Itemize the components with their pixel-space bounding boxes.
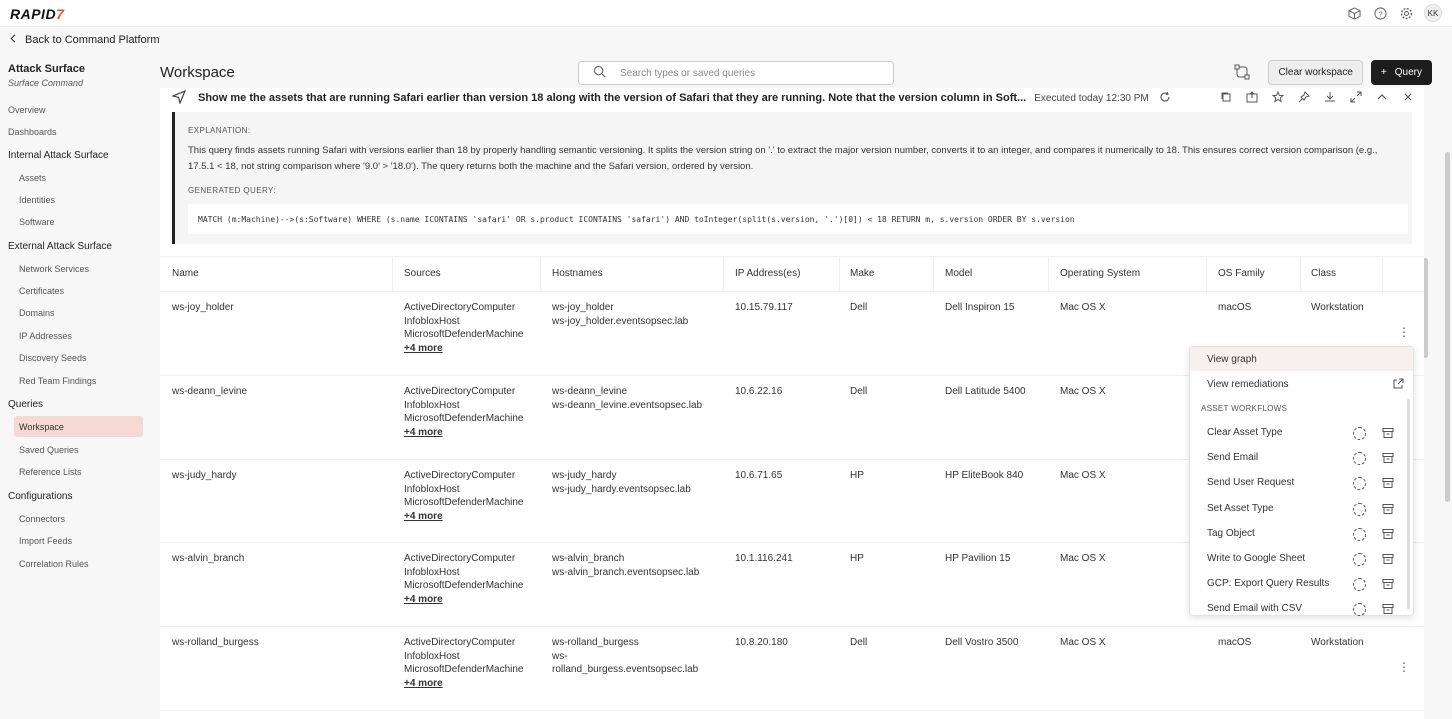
cell-name[interactable]: ws-joy_holder bbox=[172, 302, 234, 313]
cell-model: Dell Latitude 5400 bbox=[945, 386, 1026, 397]
more-sources-link[interactable]: +4 more bbox=[404, 426, 443, 438]
generated-query-heading: GENERATED QUERY: bbox=[188, 186, 276, 195]
rapid7-logo[interactable]: RAPID7 bbox=[10, 6, 65, 22]
sidebar-item-reference-lists[interactable]: Reference Lists bbox=[19, 467, 82, 477]
run-workflow-icon[interactable] bbox=[1353, 553, 1366, 566]
sidebar-section-queries[interactable]: Queries bbox=[8, 399, 44, 410]
archive-icon[interactable] bbox=[1382, 477, 1394, 489]
sidebar-item-certificates[interactable]: Certificates bbox=[19, 286, 65, 296]
sidebar-item-correlation-rules[interactable]: Correlation Rules bbox=[19, 559, 89, 569]
column-header-name[interactable]: Name bbox=[172, 268, 199, 279]
more-sources-link[interactable]: +4 more bbox=[404, 677, 443, 689]
cell-sources: ActiveDirectoryComputer InfobloxHost MicrosoftDefenderMachine +4 more bbox=[404, 470, 524, 522]
sidebar-item-network-services[interactable]: Network Services bbox=[19, 264, 90, 274]
cell-class: Workstation bbox=[1311, 302, 1364, 313]
top-bar bbox=[0, 0, 1452, 27]
cell-model: HP EliteBook 840 bbox=[945, 470, 1024, 481]
cell-hostnames: ws-alvin_branch ws-alvin_branch.eventsopsec.lab bbox=[552, 553, 700, 578]
cell-make: Dell bbox=[850, 386, 868, 397]
cell-os: Mac OS X bbox=[1060, 470, 1106, 481]
cell-hostnames: ws-joy_holder ws-joy_holder.eventsopsec.lab bbox=[552, 302, 689, 327]
avatar[interactable]: KK bbox=[1424, 4, 1442, 22]
search-input[interactable] bbox=[578, 61, 894, 85]
cell-name[interactable]: ws-deann_levine bbox=[172, 386, 248, 397]
more-sources-link[interactable]: +4 more bbox=[404, 510, 443, 522]
sidebar-item-identities[interactable]: Identities bbox=[19, 195, 56, 205]
column-divider[interactable] bbox=[1206, 257, 1207, 293]
sidebar-section-internal[interactable]: Internal Attack Surface bbox=[8, 150, 109, 161]
explanation-text: This query finds assets running Safari with versions earlier than 18 by properly handling semantic versioning. It splits the version string on '.' to extract the major version number, converts it to an integer, and compares it numerically to 18. This ensures correct version comparison (e.g., 17.5.1 < 18, not string comparison where '9.0' > '18.0'). The query returns both the machine and the Safari version, ordered by version. bbox=[188, 145, 1378, 172]
archive-icon[interactable] bbox=[1382, 528, 1394, 540]
back-to-command-platform-link[interactable]: Back to Command Platform bbox=[10, 34, 160, 46]
column-header-make[interactable]: Make bbox=[850, 268, 875, 279]
run-workflow-icon[interactable] bbox=[1353, 528, 1366, 541]
asset-workflows-heading: ASSET WORKFLOWS bbox=[1201, 404, 1288, 413]
cell-ip: 10.6.71.65 bbox=[735, 470, 783, 481]
column-divider[interactable] bbox=[1048, 257, 1049, 293]
cell-sources: ActiveDirectoryComputer InfobloxHost MicrosoftDefenderMachine +4 more bbox=[404, 553, 524, 605]
sidebar-item-connectors[interactable]: Connectors bbox=[19, 514, 66, 524]
archive-icon[interactable] bbox=[1382, 503, 1394, 515]
query-button[interactable]: + Query bbox=[1371, 60, 1432, 85]
download-icon[interactable] bbox=[1322, 89, 1338, 105]
run-workflow-icon[interactable] bbox=[1353, 503, 1366, 516]
sidebar-title: Attack Surface bbox=[8, 63, 86, 75]
sidebar-subtitle: Surface Command bbox=[8, 78, 84, 88]
archive-icon[interactable] bbox=[1382, 427, 1394, 439]
refresh-icon[interactable] bbox=[1159, 91, 1171, 106]
cell-name[interactable]: ws-judy_hardy bbox=[172, 470, 237, 481]
workflow-tag-object[interactable]: Tag Object bbox=[1190, 524, 1402, 546]
cell-os: Mac OS X bbox=[1060, 553, 1106, 564]
archive-icon[interactable] bbox=[1382, 603, 1394, 615]
sidebar-item-domains[interactable]: Domains bbox=[19, 308, 55, 318]
sidebar-item-red-team-findings[interactable]: Red Team Findings bbox=[19, 376, 97, 386]
cell-hostnames: ws-judy_hardy ws-judy_hardy.eventsopsec.lab bbox=[552, 470, 691, 495]
column-header-model[interactable]: Model bbox=[945, 268, 973, 279]
cell-hostnames: ws-deann_levine ws-deann_levine.eventsopsec.lab bbox=[552, 386, 703, 411]
column-divider[interactable] bbox=[723, 257, 724, 293]
view-remediations-menu-item[interactable]: View remediations bbox=[1190, 372, 1413, 396]
workflow-send-email[interactable]: Send Email bbox=[1190, 448, 1402, 470]
workflow-clear-asset-type[interactable]: Clear Asset Type bbox=[1190, 423, 1402, 445]
sidebar-item-import-feeds[interactable]: Import Feeds bbox=[19, 536, 73, 546]
column-divider[interactable] bbox=[1382, 257, 1383, 293]
column-divider[interactable] bbox=[933, 257, 934, 293]
help-icon[interactable] bbox=[1372, 5, 1388, 21]
column-header-os-family[interactable]: OS Family bbox=[1218, 268, 1265, 279]
workflow-set-asset-type[interactable]: Set Asset Type bbox=[1190, 499, 1402, 521]
page-title: Workspace bbox=[160, 64, 235, 81]
external-link-icon bbox=[1392, 378, 1404, 393]
sidebar-item-dashboards[interactable]: Dashboards bbox=[8, 127, 57, 137]
sidebar-item-assets[interactable]: Assets bbox=[19, 173, 47, 183]
workflow-send-user-request[interactable]: Send User Request bbox=[1190, 473, 1402, 495]
star-icon[interactable] bbox=[1270, 89, 1286, 105]
sidebar-item-software[interactable]: Software bbox=[19, 217, 55, 227]
workflow-gcp-export-query-results[interactable]: GCP: Export Query Results bbox=[1190, 574, 1402, 596]
cell-os: Mac OS X bbox=[1060, 637, 1106, 648]
cell-ip: 10.6.22.16 bbox=[735, 386, 783, 397]
query-text: Show me the assets that are running Safari earlier than version 18 along with the version of Safari that they are running. Note that the version column in Soft... bbox=[198, 92, 1027, 104]
cell-make: Dell bbox=[850, 637, 868, 648]
search-icon bbox=[593, 65, 606, 81]
executed-timestamp: Executed today 12:30 PM bbox=[1034, 92, 1149, 104]
more-sources-link[interactable]: +4 more bbox=[404, 593, 443, 605]
view-graph-menu-item[interactable]: View graph bbox=[1190, 347, 1413, 371]
cell-name[interactable]: ws-rolland_burgess bbox=[172, 637, 259, 648]
column-header-sources[interactable]: Sources bbox=[404, 268, 441, 279]
cell-sources: ActiveDirectoryComputer InfobloxHost MicrosoftDefenderMachine +4 more bbox=[404, 302, 524, 354]
archive-icon[interactable] bbox=[1382, 553, 1394, 565]
cell-os: Mac OS X bbox=[1060, 302, 1106, 313]
sidebar-item-ip-addresses[interactable]: IP Addresses bbox=[19, 331, 72, 341]
run-workflow-icon[interactable] bbox=[1353, 578, 1366, 591]
chevron-up-icon[interactable] bbox=[1374, 89, 1390, 105]
cell-hostnames: ws-rolland_burgess ws- rolland_burgess.eventsopsec.lab bbox=[552, 637, 699, 675]
send-icon bbox=[172, 90, 186, 107]
run-workflow-icon[interactable] bbox=[1353, 603, 1366, 616]
cell-ip: 10.8.20.180 bbox=[735, 637, 788, 648]
cell-model: Dell Vostro 3500 bbox=[945, 637, 1019, 648]
sidebar-section-configurations[interactable]: Configurations bbox=[8, 491, 73, 502]
archive-icon[interactable] bbox=[1382, 578, 1394, 590]
row-context-menu bbox=[1189, 346, 1414, 616]
chevron-left-icon bbox=[10, 34, 17, 46]
cube-icon[interactable] bbox=[1346, 5, 1362, 21]
svg-text:?: ? bbox=[1377, 8, 1383, 18]
search-placeholder: Search types or saved queries bbox=[620, 67, 756, 79]
run-workflow-icon[interactable] bbox=[1353, 477, 1366, 490]
column-header-ip[interactable]: IP Address(es) bbox=[735, 268, 801, 279]
cell-name[interactable]: ws-alvin_branch bbox=[172, 553, 245, 564]
column-divider[interactable] bbox=[1300, 257, 1301, 293]
gear-icon[interactable] bbox=[1398, 5, 1414, 21]
column-divider[interactable] bbox=[392, 257, 393, 293]
column-header-os[interactable]: Operating System bbox=[1060, 268, 1141, 279]
archive-icon[interactable] bbox=[1382, 452, 1394, 464]
explanation-box bbox=[172, 112, 1412, 244]
sidebar-item-saved-queries[interactable]: Saved Queries bbox=[19, 445, 79, 455]
more-sources-link[interactable]: +4 more bbox=[404, 342, 443, 354]
cell-ip: 10.15.79.117 bbox=[735, 302, 793, 313]
cell-sources: ActiveDirectoryComputer InfobloxHost MicrosoftDefenderMachine +4 more bbox=[404, 637, 524, 689]
column-header-hostnames[interactable]: Hostnames bbox=[552, 268, 603, 279]
clear-workspace-button[interactable]: Clear workspace bbox=[1268, 60, 1362, 85]
sidebar-section-external[interactable]: External Attack Surface bbox=[8, 241, 112, 252]
run-workflow-icon[interactable] bbox=[1353, 452, 1366, 465]
pin-icon[interactable] bbox=[1296, 89, 1312, 105]
column-header-class[interactable]: Class bbox=[1311, 268, 1337, 279]
plus-icon: + bbox=[1380, 67, 1387, 78]
workflow-write-to-google-sheet[interactable]: Write to Google Sheet bbox=[1190, 549, 1402, 571]
table-header bbox=[160, 256, 1424, 292]
generated-query-code[interactable]: MATCH (m:Machine)-->(s:Software) WHERE (s.name ICONTAINS 'safari' OR s.product ICONTAINS 'safari') AND toInteger(split(s.version, '.')[0]) < 18 RETURN m, s.version ORDER BY s.version bbox=[188, 204, 1408, 234]
row-menu-icon[interactable]: ⋮ bbox=[1398, 660, 1410, 674]
cell-make: Dell bbox=[850, 302, 868, 313]
explanation-heading: EXPLANATION: bbox=[188, 126, 251, 135]
workflow-send-email-with-csv[interactable]: Send Email with CSV bbox=[1190, 599, 1402, 616]
page-scrollbar[interactable] bbox=[1445, 152, 1450, 502]
table-row[interactable] bbox=[160, 627, 1424, 711]
cell-make: HP bbox=[850, 553, 864, 564]
cell-sources: ActiveDirectoryComputer InfobloxHost MicrosoftDefenderMachine +4 more bbox=[404, 386, 524, 438]
cell-class: Workstation bbox=[1311, 637, 1364, 648]
run-workflow-icon[interactable] bbox=[1353, 427, 1366, 440]
copy-icon[interactable] bbox=[1218, 89, 1234, 105]
export-icon[interactable] bbox=[1244, 89, 1260, 105]
cell-os-family: macOS bbox=[1218, 302, 1252, 313]
cell-model: HP Pavilion 15 bbox=[945, 553, 1011, 564]
row-menu-icon[interactable]: ⋮ bbox=[1398, 325, 1410, 339]
column-divider[interactable] bbox=[540, 257, 541, 293]
sidebar-item-overview[interactable]: Overview bbox=[8, 105, 46, 115]
cell-os-family: macOS bbox=[1218, 637, 1252, 648]
sidebar-item-workspace[interactable]: Workspace bbox=[19, 422, 64, 432]
menu-scrollbar[interactable] bbox=[1407, 399, 1410, 609]
graph-view-icon[interactable] bbox=[1234, 64, 1252, 82]
cell-model: Dell Inspiron 15 bbox=[945, 302, 1015, 313]
sidebar-item-discovery-seeds[interactable]: Discovery Seeds bbox=[19, 353, 87, 363]
cell-ip: 10.1.116.241 bbox=[735, 553, 793, 564]
column-divider[interactable] bbox=[839, 257, 840, 293]
cell-os: Mac OS X bbox=[1060, 386, 1106, 397]
cell-make: HP bbox=[850, 470, 864, 481]
expand-icon[interactable] bbox=[1348, 89, 1364, 105]
close-icon[interactable] bbox=[1400, 89, 1416, 105]
